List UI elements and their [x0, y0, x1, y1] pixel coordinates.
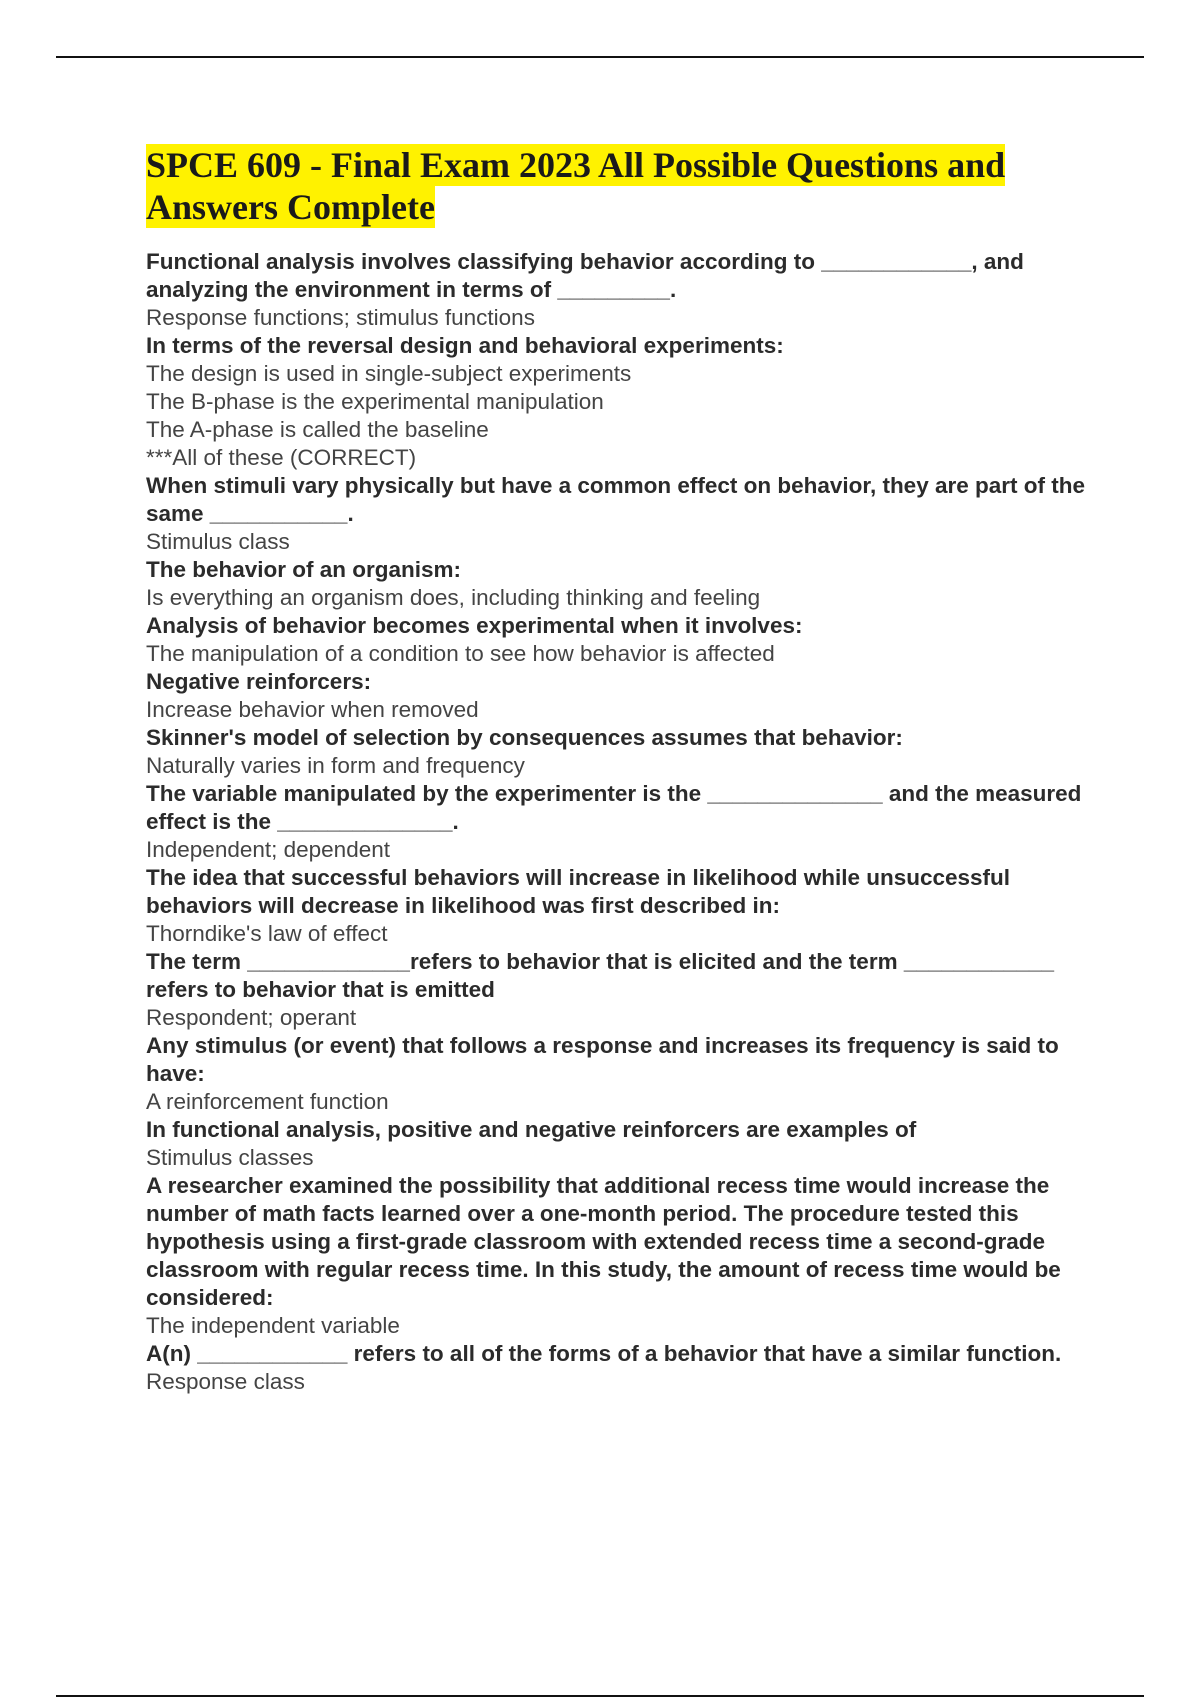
answer: Response functions; stimulus functions: [146, 305, 535, 330]
answer: The B-phase is the experimental manipulation: [146, 389, 604, 414]
header-rule: [56, 56, 1144, 58]
answer: The A-phase is called the baseline: [146, 417, 489, 442]
question: A(n) ____________ refers to all of the forms of a behavior that have a similar function.: [146, 1341, 1062, 1366]
answer: Naturally varies in form and frequency: [146, 753, 525, 778]
answer: ***All of these (CORRECT): [146, 445, 417, 470]
answer: The design is used in single-subject experiments: [146, 361, 632, 386]
answer: A reinforcement function: [146, 1089, 389, 1114]
question: The behavior of an organism:: [146, 557, 462, 582]
answer: Stimulus classes: [146, 1145, 314, 1170]
question: Any stimulus (or event) that follows a response and increases its frequency is said to have:: [146, 1033, 1059, 1086]
answer: Response class: [146, 1369, 305, 1394]
answer: Increase behavior when removed: [146, 697, 479, 722]
question: Analysis of behavior becomes experimental when it involves:: [146, 613, 803, 638]
answer: Independent; dependent: [146, 837, 390, 862]
qa-list: [146, 248, 1106, 1396]
answer: Thorndike's law of effect: [146, 921, 388, 946]
question: When stimuli vary physically but have a common effect on behavior, they are part of the same ___________.: [146, 473, 1085, 526]
answer: Is everything an organism does, including thinking and feeling: [146, 585, 761, 610]
question: In terms of the reversal design and behavioral experiments:: [146, 333, 784, 358]
footer-rule: [56, 1695, 1144, 1697]
question: Skinner's model of selection by consequences assumes that behavior:: [146, 725, 903, 750]
answer: The independent variable: [146, 1313, 400, 1338]
question: Functional analysis involves classifying behavior according to ____________, and analyzing the environment in terms of _________.: [146, 249, 1024, 302]
question: The term _____________refers to behavior that is elicited and the term ____________ refers to behavior that is emitted: [146, 949, 1054, 1002]
document-title-text: SPCE 609 - Final Exam 2023 All Possible Questions and Answers Complete: [146, 145, 1006, 227]
document-title: [146, 144, 1046, 228]
question: A researcher examined the possibility that additional recess time would increase the number of math facts learned over a one-month period. The procedure tested this hypothesis using a first-grade classroom with extended recess time a second-grade classroom with regular recess time. In this study, the amount of recess time would be considered:: [146, 1173, 1061, 1310]
answer: The manipulation of a condition to see how behavior is affected: [146, 641, 775, 666]
question: The idea that successful behaviors will increase in likelihood while unsuccessful behaviors will decrease in likelihood was first described in:: [146, 865, 1011, 918]
document-page: [146, 144, 1106, 1396]
answer: Respondent; operant: [146, 1005, 357, 1030]
answer: Stimulus class: [146, 529, 290, 554]
question: The variable manipulated by the experimenter is the ______________ and the measured effect is the ______________.: [146, 781, 1082, 834]
question: In functional analysis, positive and negative reinforcers are examples of: [146, 1117, 917, 1142]
question: Negative reinforcers:: [146, 669, 372, 694]
